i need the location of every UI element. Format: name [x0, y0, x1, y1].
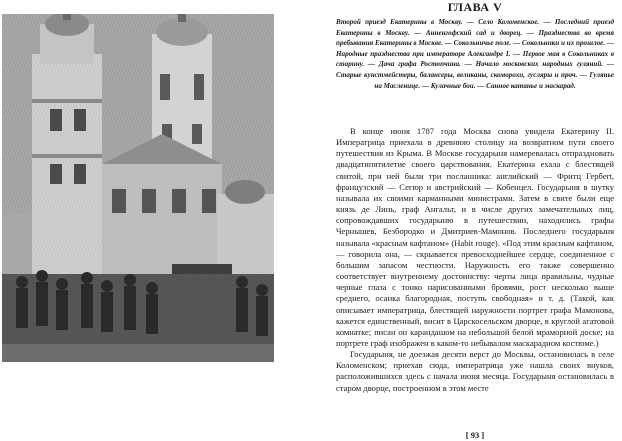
chapter-title: ГЛАВА V [447, 0, 503, 14]
paragraph: Государыня, не доезжая десяти верст до Москвы, остановилась в селе Коломенском; приехав сюда, императрица уже нашла своих внуков, расположившихся здесь с начала июня месяца. Государыня остановилась в старом дворце, построенном в этом месте [336, 349, 614, 393]
text-page [334, 0, 616, 441]
body-text [336, 126, 614, 394]
page-number: [ 93 ] [465, 430, 485, 440]
chapter-summary: Второй приезд Екатерины в Москву. — Село Коломенское. — Последний приезд Екатерины в Москву. — Анненгофский сад и дворец. — Празднества во время пребывания Екатерины в Москве. — Сокольничье поле. — Сокольники и их прошлое. — Народные празднества при императоре Александре I. — Первое мая в Сокольниках в старину. — Дача графа Ростопчина. — Начало московских народных гуляний. — Старые кунстмейстеры, балансеры, великаны, скоморохи, гусляры и проч. — Гулянье на Масленице. — Кулачные бои. — Санное катанье и маскарад. [336, 18, 614, 90]
paragraph: В конце июня 1787 года Москва снова увидела Екатерину II. Императрица приехала в древнюю столицу на возвратном пути своего путешествия из Крыма. В Москве государыня намеревалась отпраздновать двадцатипятилетие своего царствования. Екатерина ехала с блестящей свитой, при ней были три посланника: английский — Фритц Гербert, французский — Сегюр и австрийский — Кобенцел. Государыня в шутку называла их своими карманными министрами. Затем в свите были еще князь де Линь, граф Ангальт, и в числе других замечательных лиц, сопровождавших государыню в путешествии, находились графы Чернышев, Безбородко и Дмитриев-Мамонов. Последнего государыня называла «красным кафтаном» (Habit rouge). «Под этим красным кафтаном, — говорила она, — скрывается превосходнейшее сердце, соединенное с большим запасом честности. Наружность его также совершенно соответствует внутреннему достоинству: черты лица правильны, чудные черные глаза с тонко нарисованными бровями, рост несколько выше среднего, осанка благородная, поступь свободная» и т. д. (Такой, как описывает императрица, блестящей наружности портрет графа Мамонова, кажется единственный, висит в Царскосельском дворце, в круглой агатовой комнатке; писан он карандашом на небольшой белой мраморной доске; на портрете граф изображен в каком-то небывалом маскарадном костюме.) [336, 126, 614, 348]
engraving-illustration [2, 14, 274, 362]
